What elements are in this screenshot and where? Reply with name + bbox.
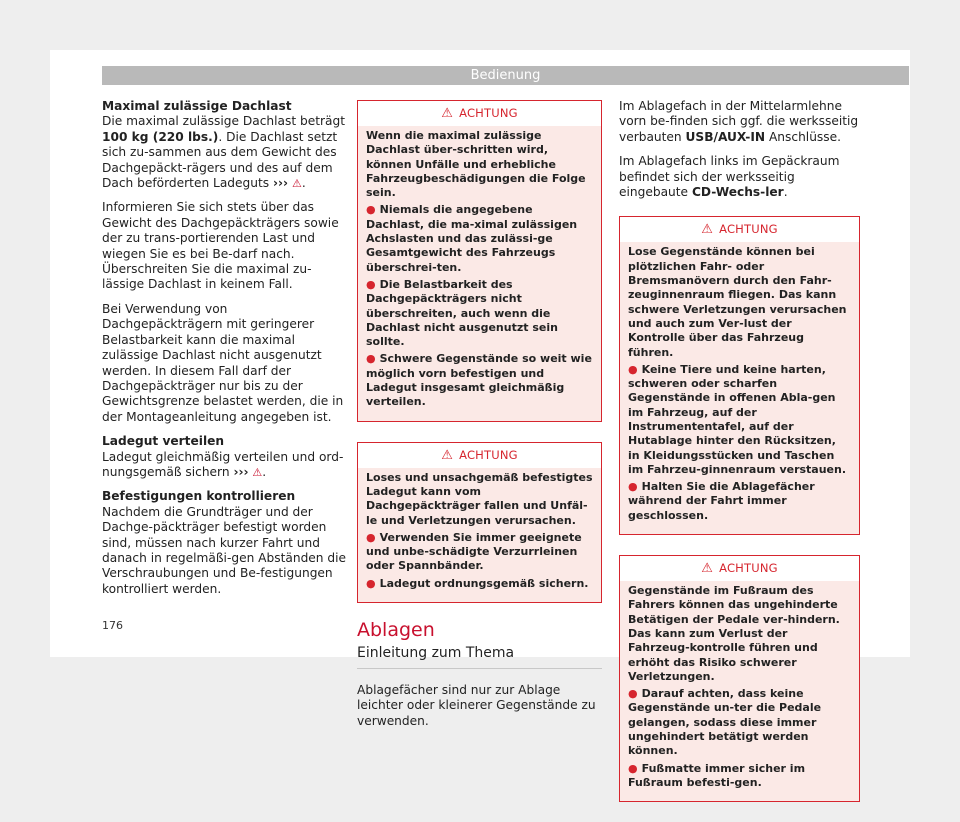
warning-intro: Loses und unsachgemäß befestigtes Ladegut kann vom Dachgepäckträger fallen und Unfäl-le und Verletzungen verursachen.: [366, 470, 593, 527]
paragraph-gewicht: Informieren Sie sich stets über das Gewicht des Dachgepäckträgers sowie der zu trans-portierenden Last und wiegen Sie es bei Be-darf nach. Überschreiten Sie die maximal zu-lässige Dachlast in keinem Fall.: [102, 200, 339, 292]
reference-arrow-icon[interactable]: ›››: [273, 176, 289, 191]
bullet-icon: ●: [366, 203, 376, 217]
warning-bullet: [628, 762, 851, 791]
reference-arrow-icon[interactable]: ›››: [233, 464, 249, 479]
warning-header: [358, 101, 601, 126]
bullet-icon: ●: [366, 576, 376, 590]
warning-intro: Lose Gegenstände können bei plötzlichen Fahr- oder Bremsmanövern durch den Fahr-zeuginnenraum fliegen. Das kann schwere Verletzungen verursachen und auch zum Ver-lust der Kontrolle über das Fahrzeug führen.: [628, 245, 847, 359]
warning-bullet: [366, 531, 593, 574]
section-subtitle: Einleitung zum Thema: [357, 646, 602, 668]
warning-intro: Gegenstände im Fußraum des Fahrers können das ungehinderte Betätigen der Pedale ver-hindern. Das kann zum Verlust der Fahrzeug-kontrolle führen und erhöht das Risiko schwerer Verletzungen.: [628, 584, 840, 683]
warning-body: [620, 242, 859, 534]
document-page: [50, 50, 910, 789]
warning-triangle-icon: ⚠: [441, 447, 454, 463]
paragraph-belastbarkeit: Bei Verwendung von Dachgepäckträgern mit geringerer Belastbarkeit kann die maximal zulässige Dachlast nicht ausgenutzt werden. In diesem Fall darf der Dachgepäckträger nur bis zu der Gewichtsgrenze belastet werden, die in der Montageanleitung angegeben ist.: [102, 301, 344, 424]
column-middle: [357, 100, 602, 738]
paragraph-gepaeckraum: [619, 154, 860, 200]
text: Im Ablagefach in der Mittelarmlehne vorn be-finden sich ggf. die werksseitig verbauten: [619, 99, 859, 144]
bold-text: 100 kg (220 lbs.): [102, 129, 219, 144]
warning-triangle-icon: ⚠: [701, 561, 714, 577]
bullet-icon: ●: [366, 352, 376, 366]
warning-box: [357, 442, 602, 603]
bullet-icon: ●: [628, 480, 638, 494]
paragraph-ablagen: Ablagefächer sind nur zur Ablage leichter oder kleinerer Gegenstände zu verwenden.: [357, 682, 596, 728]
text: Anschlüsse.: [765, 129, 841, 144]
warning-header: [358, 443, 601, 468]
warning-bullet: [628, 687, 851, 758]
warning-body: [358, 468, 601, 602]
text: Die maximal zulässige Dachlast beträgt: [102, 114, 345, 129]
bold-text: USB/AUX-IN: [685, 129, 766, 144]
warning-bullet: [628, 363, 851, 477]
text: .: [783, 185, 788, 200]
warning-label: ACHTUNG: [459, 106, 518, 120]
warning-triangle-icon: ⚠: [291, 177, 302, 191]
warning-header: [620, 217, 859, 242]
warning-body: [620, 581, 859, 801]
warning-triangle-icon: ⚠: [441, 106, 454, 121]
bullet-icon: ●: [628, 687, 638, 701]
paragraph-befestigungen: Nachdem die Grundträger und der Dachge-päckträger befestigt worden sind, müssen nach kurzer Fahrt und danach in regelmäßi-gen Abständen die Verschraubungen und Be-festigungen kontrolliert werden.: [102, 504, 347, 596]
warning-body: [358, 126, 601, 421]
bullet-text: Verwenden Sie immer geeignete und unbe-schädigte Verzurrleinen oder Spannbänder.: [366, 530, 582, 573]
warning-bullet: [366, 577, 593, 591]
warning-triangle-icon: ⚠: [701, 222, 714, 238]
text: . Die Dachlast setzt sich zu-sammen aus dem Gewicht des Dachgepäckt-rägers und des auf dem Dach beförderten Ladeguts: [102, 129, 338, 191]
warning-triangle-icon: ⚠: [252, 465, 263, 479]
text: Ladegut gleichmäßig verteilen und ord-nungsgemäß sichern: [102, 449, 344, 479]
bullet-text: Keine Tiere und keine harten, schweren oder scharfen Gegenstände in offenen Abla-gen im Fahrzeug, auf der Instrumententafel, auf der Hutablage hinter den Rücksitzen, in Kleidungsstücken und Taschen im Fahrzeu-ginnenraum verstauen.: [628, 362, 847, 476]
section-title: Ablagen: [357, 619, 435, 642]
warning-box: [619, 216, 860, 535]
bold-text: CD-Wechs-ler: [691, 185, 784, 200]
bullet-text: Die Belastbarkeit des Dachgepäckträgers nicht überschreiten, auch wenn die Dachlast nicht ausgenutzt sein sollte.: [366, 277, 558, 349]
warning-label: ACHTUNG: [719, 561, 778, 576]
bullet-text: Darauf achten, dass keine Gegenstände un-ter die Pedale gelangen, sodass diese immer ungehindert betätigt werden können.: [628, 687, 822, 758]
bullet-icon: ●: [366, 277, 376, 291]
warning-label: ACHTUNG: [459, 447, 518, 462]
column-right: [619, 99, 860, 822]
bullet-text: Fußmatte immer sicher im Fußraum befesti-gen.: [628, 761, 806, 789]
warning-intro: Wenn die maximal zulässige Dachlast über-schritten wird, können Unfälle und erhebliche Fahrzeugbeschädigungen die Folge sein.: [366, 129, 586, 200]
paragraph-mittelarmlehne: [619, 99, 860, 145]
warning-bullet: [366, 278, 593, 349]
bullet-icon: ●: [366, 530, 376, 544]
column-left: [102, 99, 347, 606]
text: Im Ablagefach links im Gepäckraum befindet sich der werksseitig eingebaute: [619, 154, 840, 200]
bullet-text: Ladegut ordnungsgemäß sichern.: [379, 576, 589, 590]
heading-ladegut: Ladegut verteilen: [102, 434, 225, 449]
bullet-text: Schwere Gegenstände so weit wie möglich vorn befestigen und Ladegut insgesamt gleichmäßig verteilen.: [366, 352, 592, 409]
bullet-text: Halten Sie die Ablagefächer während der Fahrt immer geschlossen.: [628, 480, 815, 522]
paragraph-ladegut: Ladegut gleichmäßig verteilen und ord-nungsgemäß sichern ››› ⚠.: [102, 449, 344, 479]
bullet-icon: ●: [628, 362, 638, 376]
warning-bullet: [366, 203, 593, 274]
warning-header: [620, 556, 859, 581]
heading-befestigungen: Befestigungen kontrollieren: [102, 489, 296, 504]
warning-bullet: [366, 352, 593, 409]
heading-dachlast: Maximal zulässige Dachlast: [102, 99, 292, 113]
warning-bullet: [628, 480, 851, 523]
paragraph-dachlast: Die maximal zulässige Dachlast beträgt 100 kg (220 lbs.). Die Dachlast setzt sich zu-sammen aus dem Gewicht des Dachgepäckt-rägers und des auf dem Dach beförderten Ladeguts ››› ⚠.: [102, 114, 345, 191]
warning-box: [619, 555, 860, 802]
bullet-text: Niemals die angegebene Dachlast, die ma-ximal zulässigen Achslasten und das zulässi-ge Gesamtgewicht des Fahrzeugs überschrei-ten.: [366, 203, 578, 274]
bullet-icon: ●: [628, 761, 638, 775]
page-number: 176: [102, 619, 123, 632]
page-header: Bedienung: [102, 66, 909, 85]
warning-box: [357, 100, 602, 422]
warning-label: ACHTUNG: [719, 222, 778, 237]
